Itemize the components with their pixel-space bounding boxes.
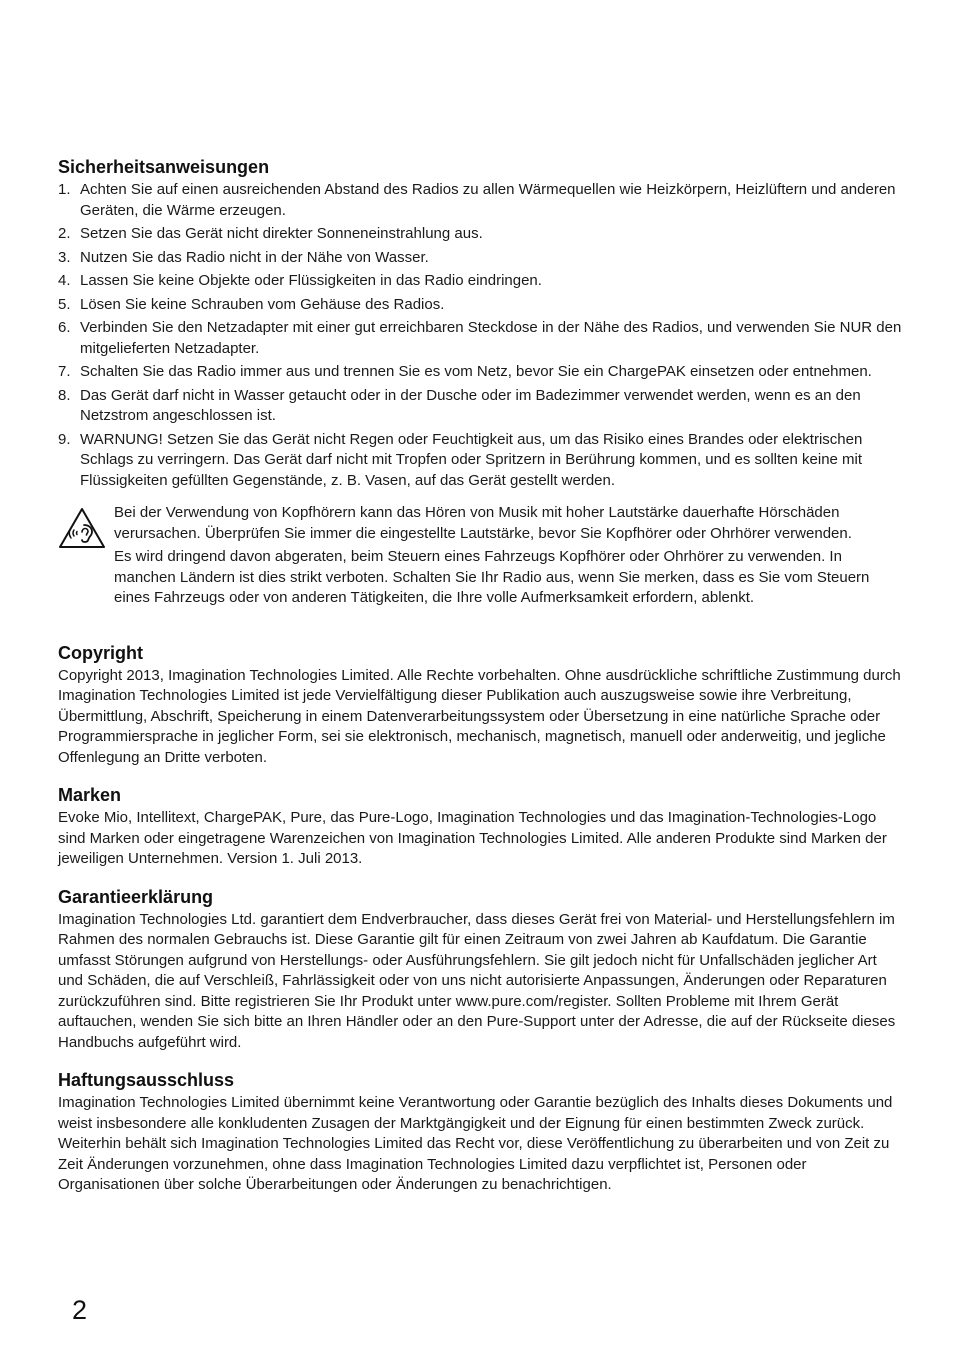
haftung-heading: Haftungsausschluss	[58, 1070, 235, 1090]
list-item-number: 5.	[58, 295, 71, 313]
warning-paragraph-headphones: Bei der Verwendung von Kopfhörern kann das Hören von Musik mit hoher Lautstärke dauerhafte Hörschäden verursachen. Überprüfen Sie immer die eingestellte Lautstärke, bevor Sie Kopfhörer oder Ohrhörer verwenden.	[114, 504, 852, 542]
list-item-text: Lösen Sie keine Schrauben vom Gehäuse des Radios.	[80, 295, 445, 313]
copyright-section	[58, 642, 904, 769]
list-item	[58, 386, 904, 427]
list-item-text: Nutzen Sie das Radio nicht in der Nähe von Wasser.	[80, 248, 429, 266]
list-item-number: 9.	[58, 430, 71, 448]
list-item-text: WARNUNG! Setzen Sie das Gerät nicht Regen oder Feuchtigkeit aus, um das Risiko eines Brandes oder elektrischen Schlags zu verringern. Das Gerät darf nicht mit Tropfen oder Spritzern in Berührung kommen, und es sollten keine mit Flüssigkeiten gefüllten Gegenstände, z. B. Vasen, auf das Gerät gestellt werden.	[80, 430, 863, 489]
list-item	[58, 180, 904, 221]
safety-section	[58, 156, 904, 491]
haftung-text: Imagination Technologies Limited übernimmt keine Verantwortung oder Garantie bezüglich des Inhalts dieses Dokuments und weist insbesondere alle konkludenten Zusagen der Marktgängigkeit und der Eignung für einen bestimmten Zweck zurück. Weiterhin behält sich Imagination Technologies Limited das Recht vor, diese Veröffentlichung zu überarbeiten und von Zeit zu Zeit Änderungen vorzunehmen, ohne dass Imagination Technologies Limited dazu verpflichtet ist, Personen oder Organisationen über solche Überarbeitungen oder Änderungen zu benachrichtigen.	[58, 1094, 893, 1193]
garantie-section	[58, 886, 904, 1054]
marken-section	[58, 784, 904, 870]
list-item-number: 4.	[58, 272, 71, 289]
copyright-heading: Copyright	[58, 642, 143, 663]
page-number: 2	[72, 1295, 88, 1325]
list-item-text: Schalten Sie das Radio immer aus und trennen Sie es vom Netz, bevor Sie ein ChargePAK einsetzen oder entnehmen.	[80, 363, 872, 380]
copyright-text: Copyright 2013, Imagination Technologies Limited. Alle Rechte vorbehalten. Ohne ausdrückliche schriftliche Zustimmung durch Imagination Technologies Limited ist jede Vervielfältigung dieser Publikation auch auszugsweise sowie ihre Verbreitung, Übermittlung, Abschrift, Speicherung in einem Datenverarbeitungssystem oder Übersetzung in eine natürliche Sprache oder Programmiersprache in jeglicher Form, sei sie elektronisch, mechanisch, magnetisch, manuell oder anderweitig, und jegliche Offenlegung an Dritte verboten.	[58, 666, 901, 766]
hearing-warning-block	[58, 503, 904, 609]
garantie-text: Imagination Technologies Ltd. garantiert dem Endverbraucher, dass dieses Gerät frei von Material- und Herstellungsfehlern im Rahmen des normalen Gebrauchs ist. Diese Garantie gilt für einen Zeitraum von zwei Jahren ab Kaufdatum. Die Garantie umfasst Störungen aufgrund von Herstellungs- oder Ausführungsfehlern. Sie gilt jedoch nicht für Unfallschäden jeglicher Art und Schäden, die auf Verschleiß, Fahrlässigkeit oder von uns nicht autorisierte Anpassungen, Änderungen oder Reparaturen zurückzuführen sind. Bitte registrieren Sie Ihr Produkt unter www.pure.com/register. Sollten Probleme mit Ihrem Gerät auftauchen, wenden Sie sich bitte an Ihren Händler oder an den Pure-Support unter der Adresse, die auf der Rückseite dieses Handbuchs aufgeführt wird.	[58, 910, 896, 1051]
list-item-number: 1.	[58, 181, 71, 198]
list-item-text: Verbinden Sie den Netzadapter mit einer gut erreichbaren Steckdose in der Nähe des Radios, und verwenden Sie NUR den mitgelieferten Netzadapter.	[80, 319, 902, 357]
list-item-number: 8.	[58, 386, 71, 404]
list-item	[58, 295, 904, 316]
list-item-text: Das Gerät darf nicht in Wasser getaucht oder in der Dusche oder im Badezimmer verwendet werden, wenn es an den Netzstrom angeschlossen ist.	[80, 386, 861, 424]
marken-heading: Marken	[58, 785, 122, 805]
list-item-number: 6.	[58, 319, 71, 336]
list-item-text: Setzen Sie das Gerät nicht direkter Sonneneinstrahlung aus.	[80, 225, 483, 242]
list-item	[58, 224, 904, 245]
list-item	[58, 362, 904, 383]
list-item-number: 3.	[58, 248, 71, 266]
list-item	[58, 271, 904, 292]
list-item	[58, 430, 904, 492]
list-item-text: Achten Sie auf einen ausreichenden Abstand des Radios zu allen Wärmequellen wie Heizkörpern, Heizlüftern und anderen Geräten, die Wärme erzeugen.	[80, 181, 896, 219]
hearing-warning-icon	[58, 507, 106, 549]
safety-heading: Sicherheitsanweisungen	[58, 157, 270, 177]
list-item-number: 7.	[58, 363, 71, 380]
warning-paragraph-driving: Es wird dringend davon abgeraten, beim Steuern eines Fahrzeugs Kopfhörer oder Ohrhörer zu verwenden. In manchen Ländern ist dies strikt verboten. Schalten Sie Ihr Radio aus, wenn Sie merken, dass es Sie vom Steuern eines Fahrzeugs oder von anderen Tätigkeiten, die Ihre volle Aufmerksamkeit erfordern, ablenkt.	[114, 548, 870, 606]
document-page	[58, 156, 904, 1196]
safety-list	[58, 180, 904, 491]
marken-text: Evoke Mio, Intellitext, ChargePAK, Pure, das Pure-Logo, Imagination Technologies und das Imagination-Technologies-Logo sind Marken oder eingetragene Warenzeichen von Imagination Technologies Limited. Alle anderen Produkte sind Marken der jeweiligen Unternehmen. Version 1. Juli 2013.	[58, 809, 887, 867]
list-item-number: 2.	[58, 225, 71, 242]
haftung-section	[58, 1069, 904, 1196]
list-item-text: Lassen Sie keine Objekte oder Flüssigkeiten in das Radio eindringen.	[80, 272, 542, 289]
list-item	[58, 248, 904, 269]
list-item	[58, 318, 904, 359]
garantie-heading: Garantieerklärung	[58, 886, 214, 907]
